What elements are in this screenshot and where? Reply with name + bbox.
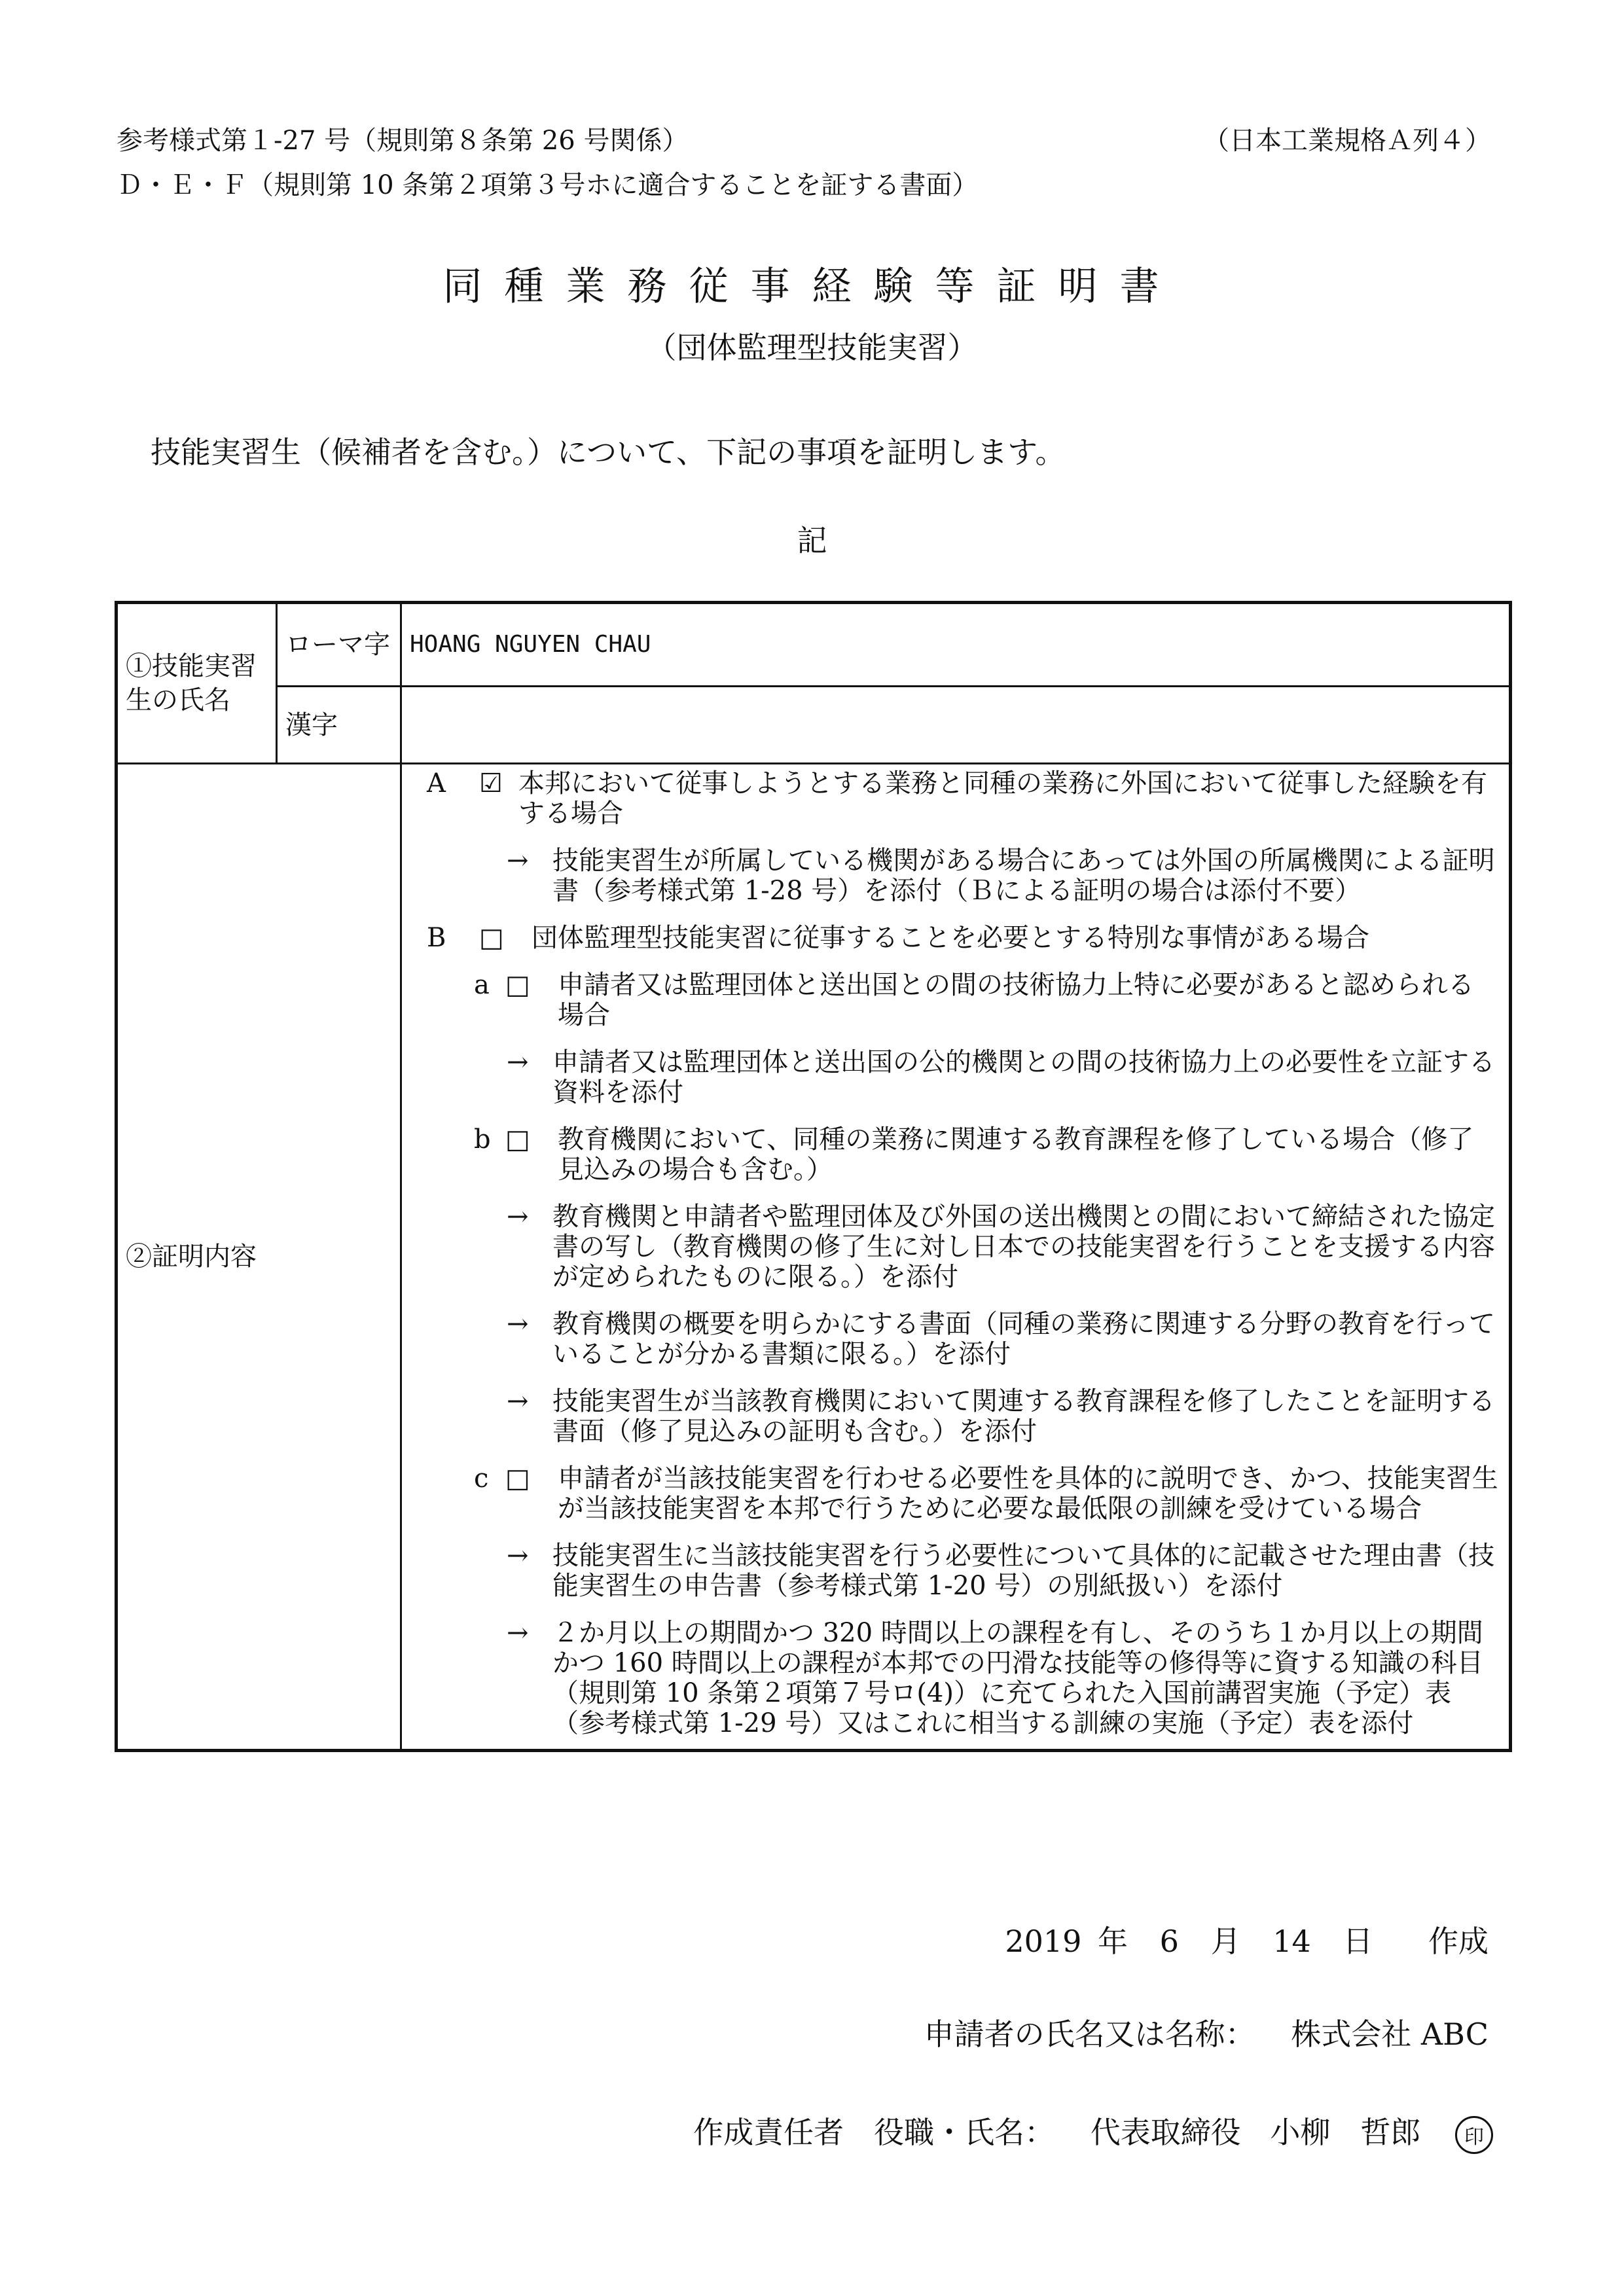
kanji-label: 漢字 xyxy=(277,687,401,764)
seal-stamp-icon: 印 xyxy=(1455,2116,1493,2154)
applicant-value: 株式会社 ABC xyxy=(1291,2017,1489,2052)
arrow-icon: → xyxy=(507,1202,529,1232)
responsible-position: 代表取締役 xyxy=(1090,2115,1241,2150)
option-b-b-text: 教育機関において、同種の業務に関連する教育課程を修了している場合（修了見込みの場合も含む。） xyxy=(558,1124,1474,1185)
option-b-a-note: → 申請者又は監理団体と送出国の公的機関との間の技術協力上の必要性を立証する資料を添付 xyxy=(507,1047,1495,1107)
arrow-icon: → xyxy=(507,1618,529,1648)
certification-content xyxy=(401,764,1511,1751)
applicant-line xyxy=(924,2011,1489,2054)
option-b-c-text: 申請者が当該技能実習を行わせる必要性を具体的に説明でき、かつ、技能実習生が当該技能実習を本邦で行うために必要な最低限の訓練を受けている場合 xyxy=(558,1463,1498,1524)
paper-size-note: （日本工業規格Ａ列４） xyxy=(1203,126,1491,156)
option-b-checkbox[interactable]: □ xyxy=(479,923,504,953)
applicant-label: 申請者の氏名又は名称： xyxy=(924,2017,1255,2052)
arrow-icon: → xyxy=(507,1047,529,1077)
option-b-a-text: 申請者又は監理団体と送出国との間の技術協力上特に必要があると認められる場合 xyxy=(558,970,1474,1030)
def-condition-line: Ｄ・Ｅ・Ｆ（規則第 10 条第２項第３号ホに適合することを証する書面） xyxy=(117,170,979,200)
option-b-c-note-2: → ２か月以上の期間かつ 320 時間以上の課程を有し、そのうち１か月以上の期間かつ 160 時間以上の課程が本邦での円滑な技能等の修得等に資する知識の科目（規則第 10 条第２項第７号ロ(4)）に充てられた入国前講習実施（予定）表（参考様式第 1-29 号）又はこれに相当する訓練の実施（予定）表を添付 xyxy=(507,1618,1483,1738)
trainee-name-label: ①技能実習生の氏名 xyxy=(117,603,277,764)
document-title: 同種業務従事経験等証明書 xyxy=(442,264,1182,310)
option-b-c-checkbox[interactable]: □ xyxy=(505,1463,530,1494)
arrow-icon: → xyxy=(507,1541,529,1571)
date-year: 2019 xyxy=(1005,1924,1082,1959)
document-subtitle: （団体監理型技能実習） xyxy=(646,330,978,365)
option-b-c: c □ 申請者が当該技能実習を行わせる必要性を具体的に説明でき、かつ、技能実習生が当該技能実習を本邦で行うために必要な最低限の訓練を受けている場合 xyxy=(402,1463,1509,1524)
option-b-b-note-2: → 教育機関の概要を明らかにする書面（同種の業務に関連する分野の教育を行っていることが分かる書類に限る。）を添付 xyxy=(507,1309,1495,1369)
creation-date: 2019 年 6 月 14 日 作成 xyxy=(1005,1924,1489,1959)
form-reference: 参考様式第１-27 号（規則第８条第 26 号関係） xyxy=(117,126,689,156)
option-b-c-note-1: → 技能実習生に当該技能実習を行う必要性について具体的に記載させた理由書（技能実習生の申告書（参考様式第 1-20 号）の別紙扱い）を添付 xyxy=(507,1541,1495,1601)
option-a-checkbox[interactable]: ☑ xyxy=(479,768,503,798)
option-b-a-checkbox[interactable]: □ xyxy=(505,970,530,1000)
option-a: A ☑ 本邦において従事しようとする業務と同種の業務に外国において従事した経験を有する場合 xyxy=(402,768,1509,829)
ki-heading: 記 xyxy=(797,523,827,558)
option-b-b: b □ 教育機関において、同種の業務に関連する教育課程を修了している場合（修了見込みの場合も含む。） xyxy=(402,1124,1509,1185)
responsible-label: 作成責任者 役職・氏名： xyxy=(693,2115,1055,2150)
option-b-b-note-3: → 技能実習生が当該教育機関において関連する教育課程を修了したことを証明する書面（修了見込みの証明も含む。）を添付 xyxy=(507,1386,1495,1446)
option-b-b-checkbox[interactable]: □ xyxy=(505,1124,530,1155)
option-a-text: 本邦において従事しようとする業務と同種の業務に外国において従事した経験を有する場合 xyxy=(518,768,1487,829)
intro-statement: 技能実習生（候補者を含む。）について、下記の事項を証明します。 xyxy=(151,435,1066,470)
arrow-icon: → xyxy=(507,1309,529,1339)
romaji-label: ローマ字 xyxy=(277,603,401,687)
date-month: 6 xyxy=(1159,1924,1179,1959)
option-b: B □ 団体監理型技能実習に従事することを必要とする特別な事情がある場合 xyxy=(402,923,1509,953)
option-b-b-note-1: → 教育機関と申請者や監理団体及び外国の送出機関との間において締結された協定書の写し（教育機関の修了生に対し日本での技能実習を行うことを支援する内容が定められたものに限る。）を添付 xyxy=(507,1202,1495,1292)
responsible-name: 小柳 哲郎 xyxy=(1270,2115,1421,2150)
arrow-icon: → xyxy=(507,1386,529,1416)
arrow-icon: → xyxy=(507,846,529,876)
certification-content-label: ②証明内容 xyxy=(117,764,401,1751)
responsible-person-line xyxy=(693,2109,1493,2154)
option-a-note: → 技能実習生が所属している機関がある場合にあっては外国の所属機関による証明書（参考様式第 1-28 号）を添付（Ｂによる証明の場合は添付不要） xyxy=(507,846,1495,906)
option-b-text: 団体監理型技能実習に従事することを必要とする特別な事情がある場合 xyxy=(532,923,1369,953)
option-b-a: a □ 申請者又は監理団体と送出国との間の技術協力上特に必要があると認められる場合 xyxy=(402,970,1509,1030)
date-day: 14 xyxy=(1272,1924,1311,1959)
kanji-name-value xyxy=(401,687,1511,764)
romaji-name-value: HOANG NGUYEN CHAU xyxy=(401,603,1511,687)
certificate-table xyxy=(115,601,1512,1752)
